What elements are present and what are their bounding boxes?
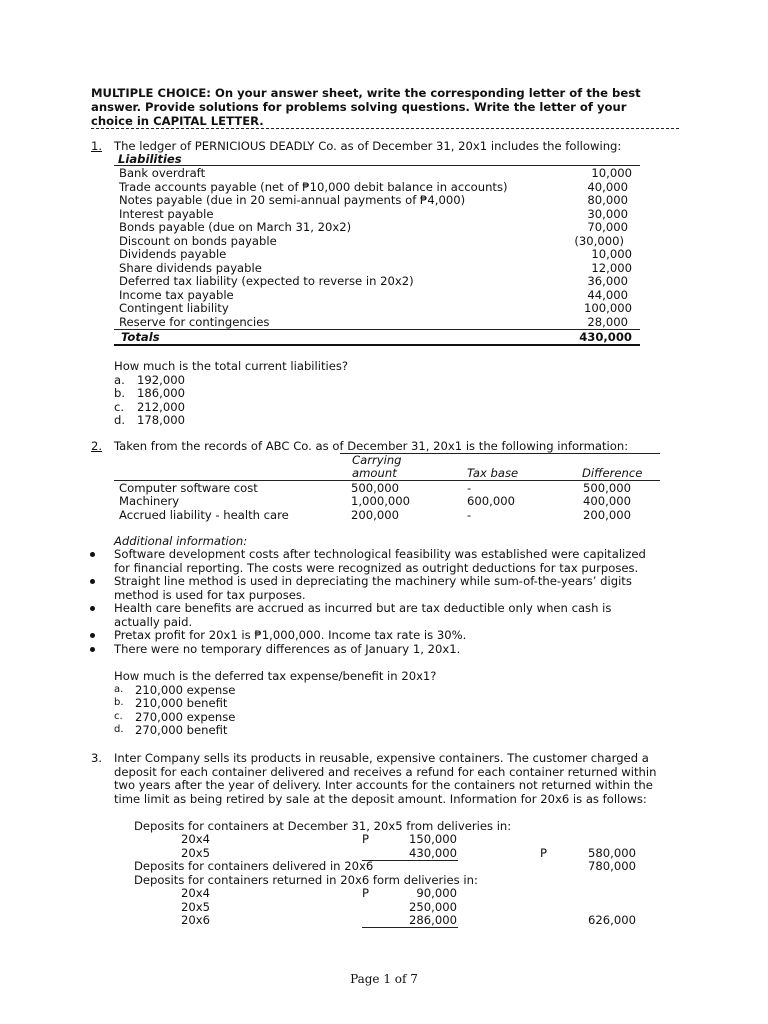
table-row-label: Deferred tax liability (expected to reverse in 20x2) — [119, 274, 414, 288]
table-row-amount: 10,000 — [591, 166, 632, 180]
q2-choice-text: 210,000 expense — [135, 683, 236, 697]
q2-question: How much is the deferred tax expense/benefit in 20x1? — [114, 669, 437, 683]
q2-col-difference: Difference — [582, 466, 643, 480]
bullet-icon — [90, 606, 95, 611]
q2-bullet-line: method is used for tax purposes. — [114, 588, 306, 602]
instructions-divider — [91, 128, 679, 129]
q3-dep-amount: 150,000 — [409, 832, 457, 846]
q3-text-line: time limit as being retired by sale at the deposit amount. Information for 20x6 is as follows: — [114, 792, 647, 806]
q1-table-header: Liabilities — [118, 152, 182, 166]
q3-ret-year: 20x6 — [181, 913, 210, 927]
table-row-amount: 12,000 — [591, 261, 632, 275]
table-row-label: Share dividends payable — [119, 261, 262, 275]
table-row-label: Bank overdraft — [119, 166, 206, 180]
table-row-amount: 80,000 — [587, 193, 628, 207]
q1-stem: The ledger of PERNICIOUS DEADLY Co. as of December 31, 20x1 includes the following: — [114, 139, 622, 153]
table-cell-carrying: 1,000,000 — [351, 494, 411, 508]
q3-number: 3. — [91, 751, 103, 765]
instructions-line-3: choice in CAPITAL LETTER. — [91, 114, 264, 128]
table-row-label: Trade accounts payable (net of ₱10,000 debit balance in accounts) — [119, 180, 508, 194]
q2-choice-text: 270,000 expense — [135, 710, 236, 724]
q3-peso-sign: P — [540, 846, 547, 860]
q1-choice-letter: b. — [114, 386, 126, 400]
q3-ret-year: 20x5 — [181, 900, 210, 914]
q2-bullet-line: Straight line method is used in depreciating the machinery while sum-of-the-years’ digits — [114, 574, 632, 588]
bullet-icon — [90, 552, 95, 557]
table-row-label: Machinery — [119, 494, 180, 508]
table-row-label: Reserve for contingencies — [119, 315, 270, 329]
q3-ret-total: 626,000 — [588, 913, 636, 927]
table-row-amount: 28,000 — [587, 315, 628, 329]
q1-choice-text: 178,000 — [137, 413, 185, 427]
q3-delivered-label: Deposits for containers delivered in 20x6 — [134, 859, 374, 873]
q3-dep-year: 20x5 — [181, 846, 210, 860]
q2-choice-letter: a. — [114, 684, 124, 695]
table-cell-carrying: 500,000 — [351, 481, 399, 495]
table-row-label: Notes payable (due in 20 semi-annual payments of ₱4,000) — [119, 193, 466, 207]
q2-col-amount: amount — [352, 466, 397, 480]
q2-bullet-line: Health care benefits are accrued as incurred but are tax deductible only when cash is — [114, 601, 612, 615]
table-row-amount: 30,000 — [587, 207, 628, 221]
q2-additional-header: Additional information: — [114, 534, 248, 548]
table-row-amount: 10,000 — [591, 247, 632, 261]
table-cell-taxbase: - — [467, 481, 472, 495]
table-row-amount: 40,000 — [587, 180, 628, 194]
q2-choice-letter: b. — [114, 697, 124, 708]
q2-bullet-line: for financial reporting. The costs were recognized as outright deductions for tax purposes. — [114, 561, 639, 575]
table-row-label: Computer software cost — [119, 481, 258, 495]
q3-ret-amount: 90,000 — [416, 886, 457, 900]
table-row-label: Discount on bonds payable — [119, 234, 277, 248]
table-cell-taxbase: 600,000 — [467, 494, 515, 508]
q3-ret-amount: 250,000 — [409, 900, 457, 914]
q1-totals-double-rule — [114, 344, 640, 346]
bullet-icon — [90, 579, 95, 584]
q1-choice-letter: c. — [114, 400, 125, 414]
q1-choice-text: 192,000 — [137, 373, 185, 387]
q3-text-line: deposit for each container delivered and receives a refund for each container returned within — [114, 765, 657, 779]
q3-text-line: two years after the year of delivery. Inter accounts for the containers not returned within the — [114, 778, 653, 792]
q1-choice-letter: d. — [114, 413, 126, 427]
table-row-label: Contingent liability — [119, 301, 229, 315]
table-cell-taxbase: - — [467, 508, 472, 522]
q3-peso-sign: P — [362, 886, 369, 900]
q2-col-carrying: Carrying — [352, 453, 402, 467]
table-row-amount: (30,000) — [574, 234, 624, 248]
q3-dep-year: 20x4 — [181, 832, 210, 846]
table-row-label: Dividends payable — [119, 247, 227, 261]
instructions-line-2: answer. Provide solutions for problems solving questions. Write the letter of your — [91, 100, 627, 114]
q3-text-line: Inter Company sells its products in reusable, expensive containers. The customer charged a — [114, 751, 649, 765]
q2-choice-text: 210,000 benefit — [135, 696, 228, 710]
q3-dep-amount: 430,000 — [409, 846, 457, 860]
q1-question: How much is the total current liabilities? — [114, 359, 349, 373]
q3-peso-sign: P — [362, 832, 369, 846]
table-row-label: Interest payable — [119, 207, 214, 221]
table-cell-difference: 400,000 — [583, 494, 631, 508]
q1-choice-text: 186,000 — [137, 386, 185, 400]
q3-ret-subtotal-rule — [362, 927, 458, 928]
q2-header-top-rule — [340, 453, 660, 454]
q2-number: 2. — [91, 439, 103, 453]
q3-ret-amount: 286,000 — [409, 913, 457, 927]
q1-choice-letter: a. — [114, 373, 125, 387]
table-cell-carrying: 200,000 — [351, 508, 399, 522]
table-row-amount: 36,000 — [587, 274, 628, 288]
bullet-icon — [90, 633, 95, 638]
table-row-amount: 70,000 — [587, 220, 628, 234]
q2-bullet-line: actually paid. — [114, 615, 193, 629]
q2-bullet-line: There were no temporary differences as of January 1, 20x1. — [114, 642, 461, 656]
q2-choice-text: 270,000 benefit — [135, 723, 228, 737]
table-row-amount: 44,000 — [587, 288, 628, 302]
q1-choice-text: 212,000 — [137, 400, 185, 414]
q2-bullet-line: Software development costs after technological feasibility was established were capitalized — [114, 547, 646, 561]
q1-number: 1. — [91, 139, 103, 153]
q1-totals-label: Totals — [121, 330, 160, 344]
table-row-label: Income tax payable — [119, 288, 234, 302]
q2-stem: Taken from the records of ABC Co. as of December 31, 20x1 is the following information: — [114, 439, 629, 453]
q2-choice-letter: c. — [114, 711, 123, 722]
q3-returned-header: Deposits for containers returned in 20x6 form deliveries in: — [134, 873, 478, 887]
table-cell-difference: 200,000 — [583, 508, 631, 522]
q3-dep-subtotal-rule — [362, 860, 458, 861]
q2-col-taxbase: Tax base — [467, 466, 519, 480]
table-row-label: Accrued liability - health care — [119, 508, 289, 522]
q3-deposits-header: Deposits for containers at December 31, 20x5 from deliveries in: — [134, 819, 512, 833]
table-row-label: Bonds payable (due on March 31, 20x2) — [119, 220, 352, 234]
page-number: Page 1 of 7 — [350, 972, 418, 986]
bullet-icon — [90, 647, 95, 652]
q2-choice-letter: d. — [114, 724, 124, 735]
q3-dep-total: 580,000 — [588, 846, 636, 860]
instructions-line-1: MULTIPLE CHOICE: On your answer sheet, write the corresponding letter of the best — [91, 86, 641, 100]
table-row-amount: 100,000 — [584, 301, 632, 315]
q1-totals-amount: 430,000 — [579, 330, 632, 344]
q3-ret-year: 20x4 — [181, 886, 210, 900]
q3-delivered-amount: 780,000 — [588, 859, 636, 873]
q2-bullet-line: Pretax profit for 20x1 is ₱1,000,000. Income tax rate is 30%. — [114, 628, 467, 642]
table-cell-difference: 500,000 — [583, 481, 631, 495]
